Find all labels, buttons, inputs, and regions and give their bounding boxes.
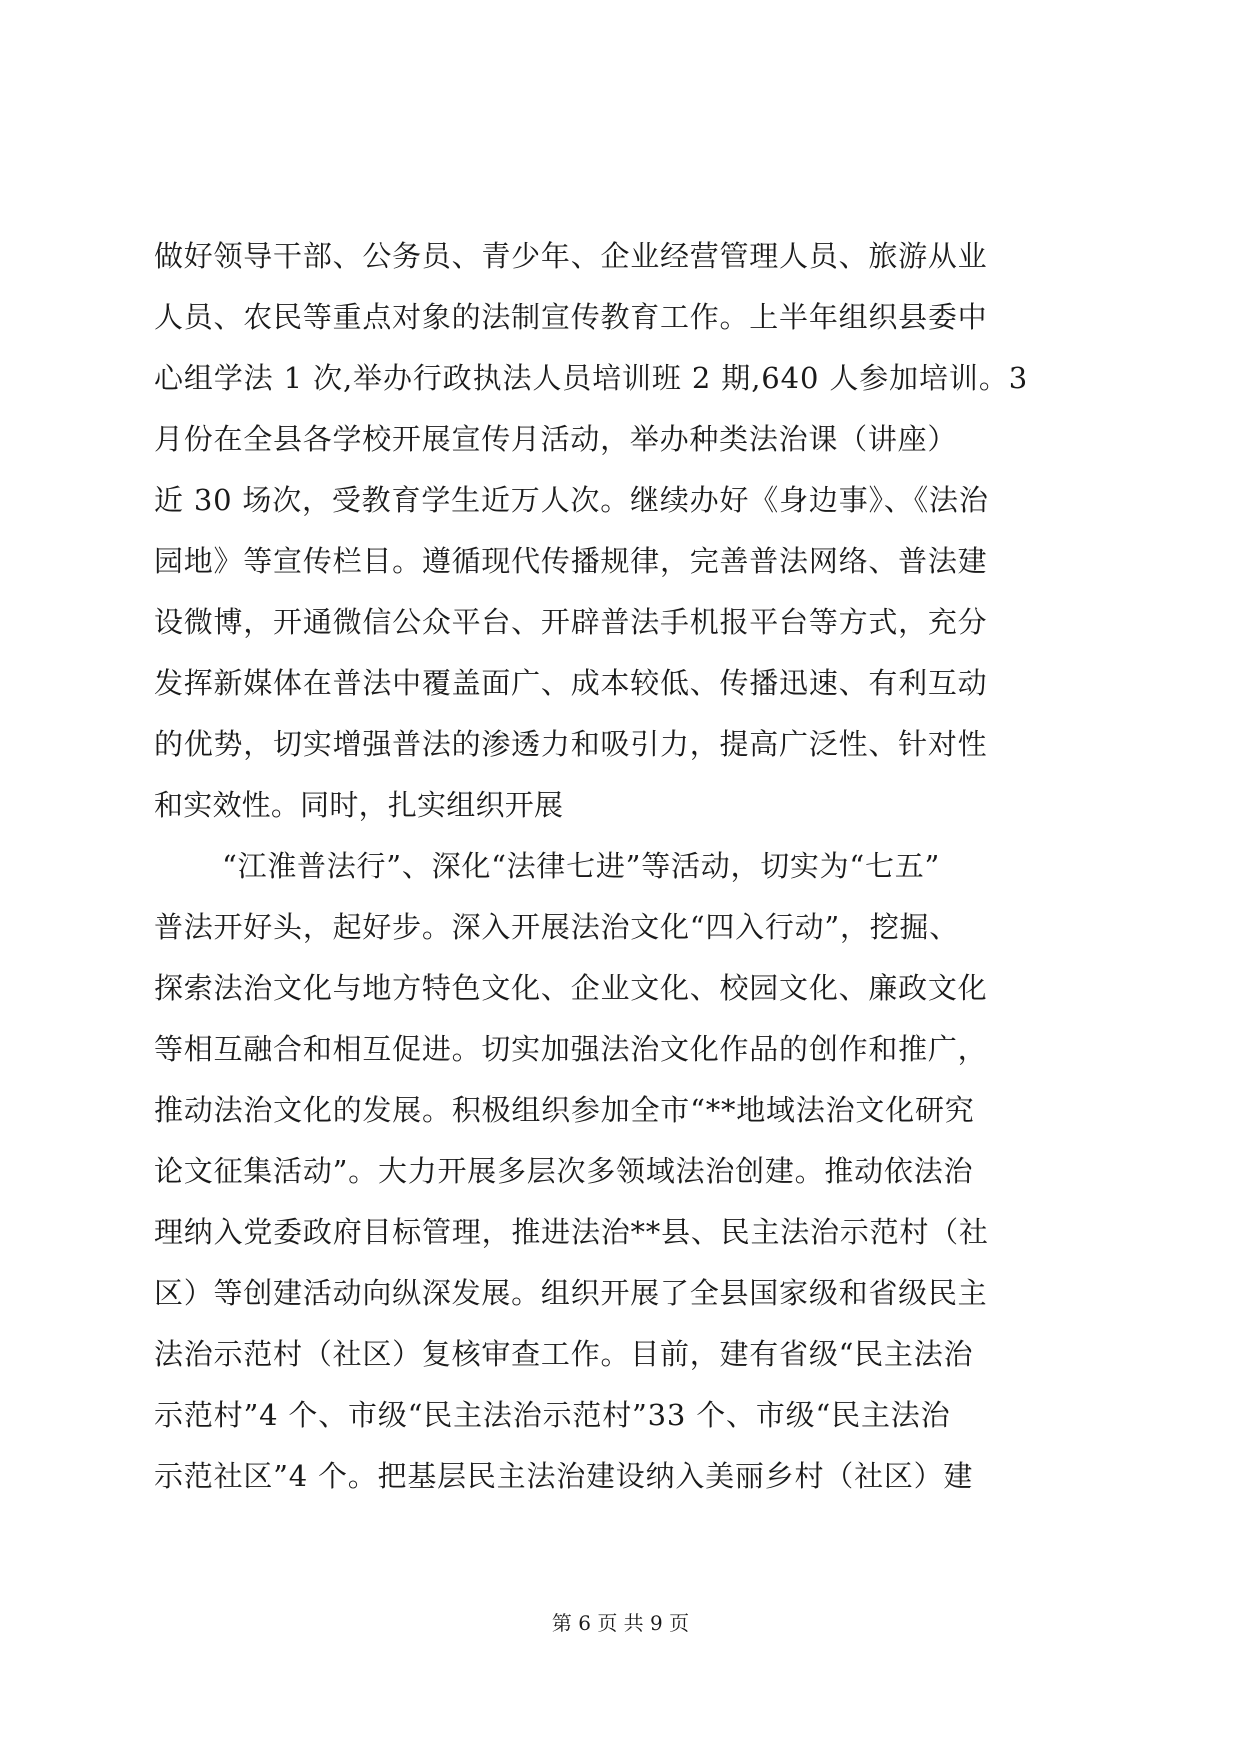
text-line: 等相互融合和相互促进。切实加强法治文化作品的创作和推广， [154,1032,988,1066]
text-line: 理纳入党委政府目标管理，推进法治**县、民主法治示范村（社 [154,1215,989,1249]
text-line: 普法开好头，起好步。深入开展法治文化“四入行动”，挖掘、 [154,910,960,944]
text-line: 法治示范村（社区）复核审查工作。目前，建有省级“民主法治 [154,1337,974,1371]
text-line: 和实效性。同时，扎实组织开展 [154,788,564,822]
text-line: 示范村”4 个、市级“民主法治示范村”33 个、市级“民主法治 [154,1398,951,1432]
text-line: 月份在全县各学校开展宣传月活动，举办种类法治课（讲座） [154,422,958,456]
text-line: 探索法治文化与地方特色文化、企业文化、校园文化、廉政文化 [154,971,988,1005]
text-line: 的优势，切实增强普法的渗透力和吸引力，提高广泛性、针对性 [154,727,988,761]
text-line: 区）等创建活动向纵深发展。组织开展了全县国家级和省级民主 [154,1276,988,1310]
text-line: 园地》等宣传栏目。遵循现代传播规律，完善普法网络、普法建 [154,544,988,578]
text-line: 心组学法 1 次,举办行政执法人员培训班 2 期,640 人参加培训。3 [154,361,1029,395]
text-line: 发挥新媒体在普法中覆盖面广、成本较低、传播迅速、有利互动 [154,666,988,700]
text-line: 近 30 场次，受教育学生近万人次。继续办好《身边事》、《法治 [154,483,989,517]
page-footer: 第 6 页 共 9 页 [551,1611,690,1635]
text-line: 论文征集活动”。大力开展多层次多领域法治创建。推动依法治 [154,1154,974,1188]
text-line: 设微博，开通微信公众平台、开辟普法手机报平台等方式，充分 [154,605,988,639]
text-line: 推动法治文化的发展。积极组织参加全市“**地域法治文化研究 [154,1093,975,1127]
body-text [154,226,1094,1507]
text-line: 人员、农民等重点对象的法制宣传教育工作。上半年组织县委中 [154,300,988,334]
text-line: “江淮普法行”、深化“法律七进”等活动，切实为“七五” [222,849,941,883]
text-line: 示范社区”4 个。把基层民主法治建设纳入美丽乡村（社区）建 [154,1459,974,1493]
text-line: 做好领导干部、公务员、青少年、企业经营管理人员、旅游从业 [154,239,988,273]
